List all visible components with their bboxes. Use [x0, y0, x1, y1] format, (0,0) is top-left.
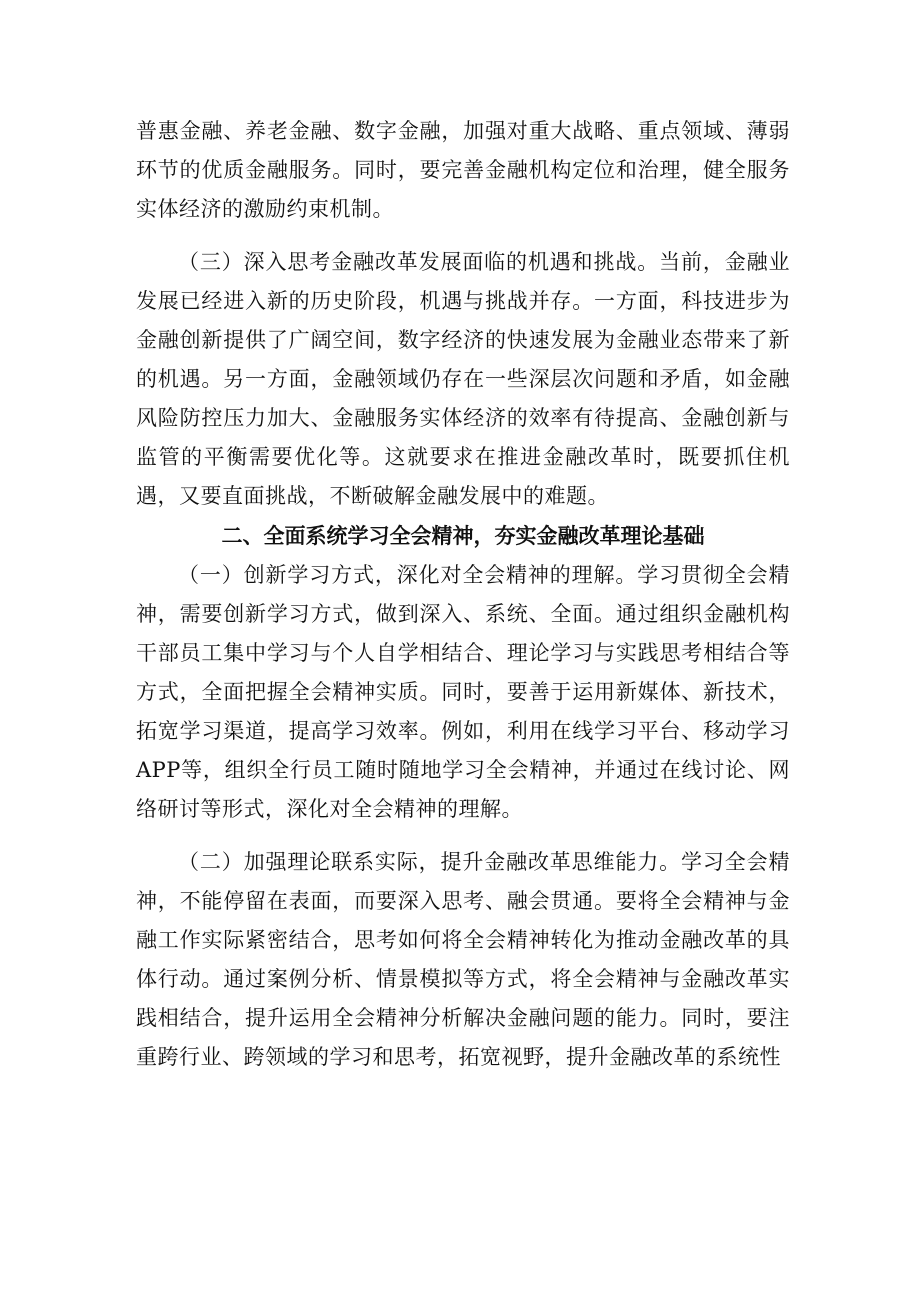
paragraph-learning-methods: （一）创新学习方式，深化对全会精神的理解。学习贯彻全会精神，需要创新学习方式，做到深入、系统、全面。通过组织金融机构干部员工集中学习与个人自学相结合、理论学习与实践思考相结合等方式，全面把握全会精神实质。同时，要善于运用新媒体、新技术，拓宽学习渠道，提高学习效率。例如，利用在线学习平台、移动学习APP等，组织全行员工随时随地学习全会精神，并通过在线讨论、网络研讨等形式，深化对全会精神的理解。 — [136, 563, 790, 821]
document-body — [136, 112, 790, 1077]
paragraph-gap — [136, 829, 790, 843]
paragraph-opportunities-challenges: （三）深入思考金融改革发展面临的机遇和挑战。当前，金融业发展已经进入新的历史阶段，机遇与挑战并存。一方面，科技进步为金融创新提供了广阔空间，数字经济的快速发展为金融业态带来了新的机遇。另一方面，金融领域仍存在一些深层次问题和矛盾，如金融风险防控压力加大、金融服务实体经济的效率有待提高、金融创新与监管的平衡需要优化等。这就要求在推进金融改革时，既要抓住机遇，又要直面挑战，不断破解金融发展中的难题。 — [136, 250, 790, 508]
paragraph-continued: 普惠金融、养老金融、数字金融，加强对重大战略、重点领域、薄弱环节的优质金融服务。同时，要完善金融机构定位和治理，健全服务实体经济的激励约束机制。 — [136, 119, 790, 221]
paragraph-gap — [136, 229, 790, 243]
section-heading: 二、全面系统学习全会精神，夯实金融改革理论基础 — [221, 524, 705, 548]
paragraph-theory-practice: （二）加强理论联系实际，提升金融改革思维能力。学习全会精神，不能停留在表面，而要深入思考、融会贯通。要将全会精神与金融工作实际紧密结合，思考如何将全会精神转化为推动金融改革的具体行动。通过案例分析、情景模拟等方式，将全会精神与金融改革实践相结合，提升运用全会精神分析解决金融问题的能力。同时，要注重跨行业、跨领域的学习和思考，拓宽视野，提升金融改革的系统性 — [136, 850, 790, 1069]
